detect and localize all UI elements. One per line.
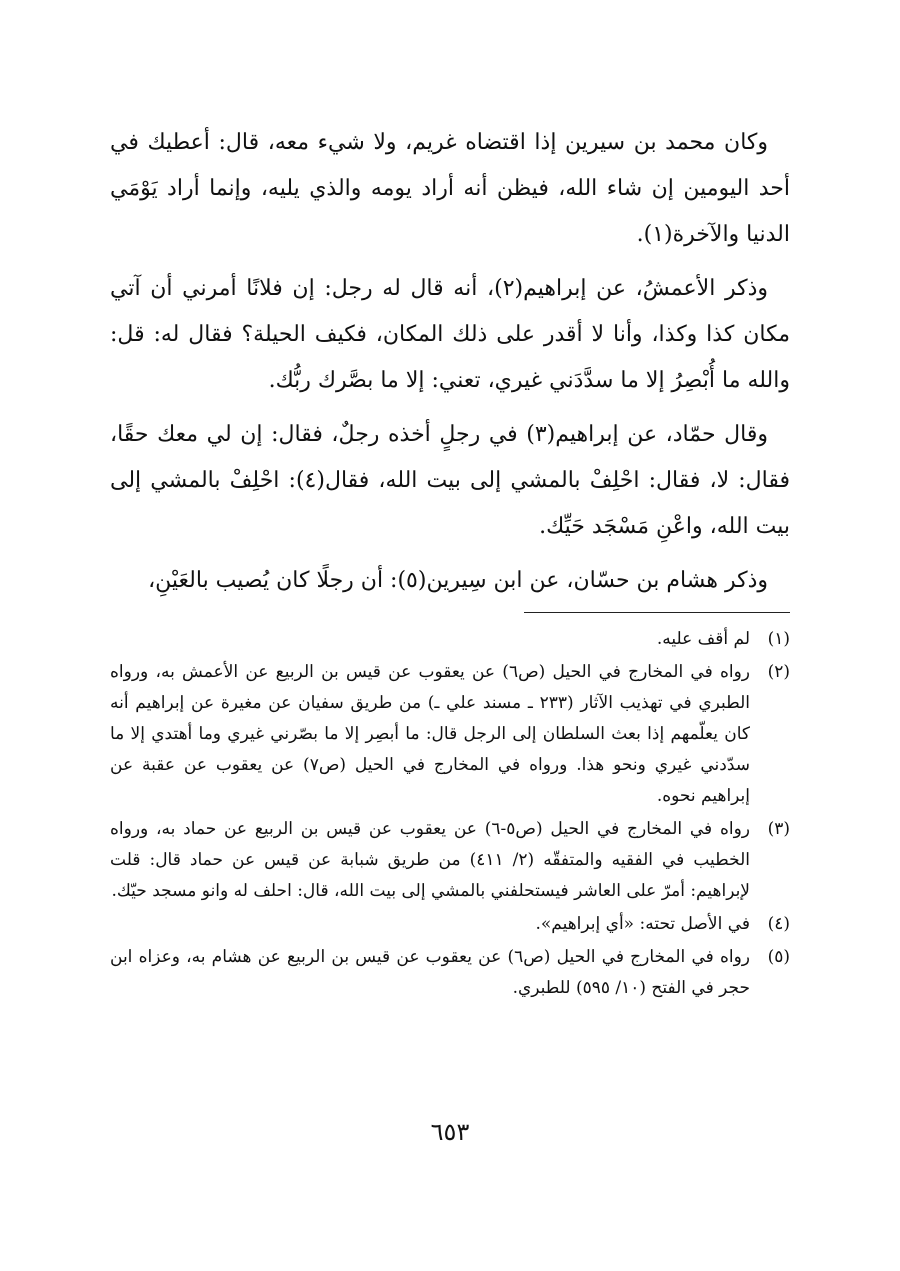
footnotes-section [110, 624, 790, 1006]
footnote-text: رواه في المخارج في الحيل (ص٦) عن يعقوب عن قيس بن الربيع عن هشام به، وعزاه ابن حجر في الفتح (١٠/ ٥٩٥) للطبري. [110, 947, 750, 998]
main-paragraph: وذكر الأعمشُ، عن إبراهيم(٢)، أنه قال له رجل: إن فلانًا أمرني أن آتي مكان كذا وكذا، وأنا لا أقدر على ذلك المكان، فكيف الحيلة؟ فقال له: قل: والله ما أُبْصِرُ إلا ما سدَّدَني غيري، تعني: إلا ما بصَّرك ربُّك. [110, 276, 791, 393]
footnote [110, 942, 790, 1004]
footnote-text: رواه في المخارج في الحيل (ص٥-٦) عن يعقوب عن قيس بن الربيع عن حماد به، ورواه الخطيب في الفقيه والمتفقّه (٢/ ٤١١) من طريق شبابة عن قيس عن حماد قال: قلت لإبراهيم: أمرّ على العاشر فيستحلفني بالمشي إلى بيت الله، قال: احلف له وانو مسجد حيّك. [110, 819, 751, 901]
footnote [110, 909, 790, 940]
footnote [110, 657, 790, 812]
footnote-number: (٤) [767, 914, 790, 934]
footnote-number: (٢) [767, 662, 790, 682]
main-text-body [110, 120, 790, 612]
footnote [110, 814, 790, 907]
main-paragraph: وذكر هشام بن حسّان، عن ابن سِيرين(٥): أن رجلًا كان يُصيب بالعَيْنِ، [148, 568, 768, 593]
footnote-number: (١) [767, 629, 790, 649]
footnote-divider [524, 612, 790, 613]
page-number: ٦٥٣ [430, 1118, 470, 1146]
footnote [110, 624, 790, 655]
footnote-text: لم أقف عليه. [656, 629, 750, 649]
main-paragraph: وكان محمد بن سيرين إذا اقتضاه غريم، ولا شيء معه، قال: أعطيك في أحد اليومين إن شاء الله، فيظن أنه أراد يومه والذي يليه، وإنما أراد يَوْمَي الدنيا والآخرة(١). [110, 130, 790, 247]
footnote-text: رواه في المخارج في الحيل (ص٦) عن يعقوب عن قيس بن الربيع عن الأعمش به، ورواه الطبري في تهذيب الآثار (٢٣٣ ـ مسند علي ـ) من طريق سفيان عن مغيرة عن إبراهيم أنه كان يعلّمهم إذا بعث السلطان إلى الرجل قال: ما أبصِر إلا ما بصّرني غيري وما أهتدي إلا ما سدّدني غيري ونحو هذا. ورواه في المخارج في الحيل (ص٧) عن يعقوب عن عقبة عن إبراهيم نحوه. [110, 662, 750, 806]
footnote-text: في الأصل تحته: «أي إبراهيم». [535, 914, 750, 934]
footnote-number: (٥) [767, 947, 790, 967]
main-paragraph: وقال حمّاد، عن إبراهيم(٣) في رجلٍ أخذه رجلٌ، فقال: إن لي معك حقًا، فقال: لا، فقال: احْلِفْ بالمشي إلى بيت الله، فقال(٤): احْلِفْ بالمشي إلى بيت الله، واعْنِ مَسْجَد حَيِّك. [110, 422, 791, 539]
footnote-number: (٣) [767, 819, 790, 839]
